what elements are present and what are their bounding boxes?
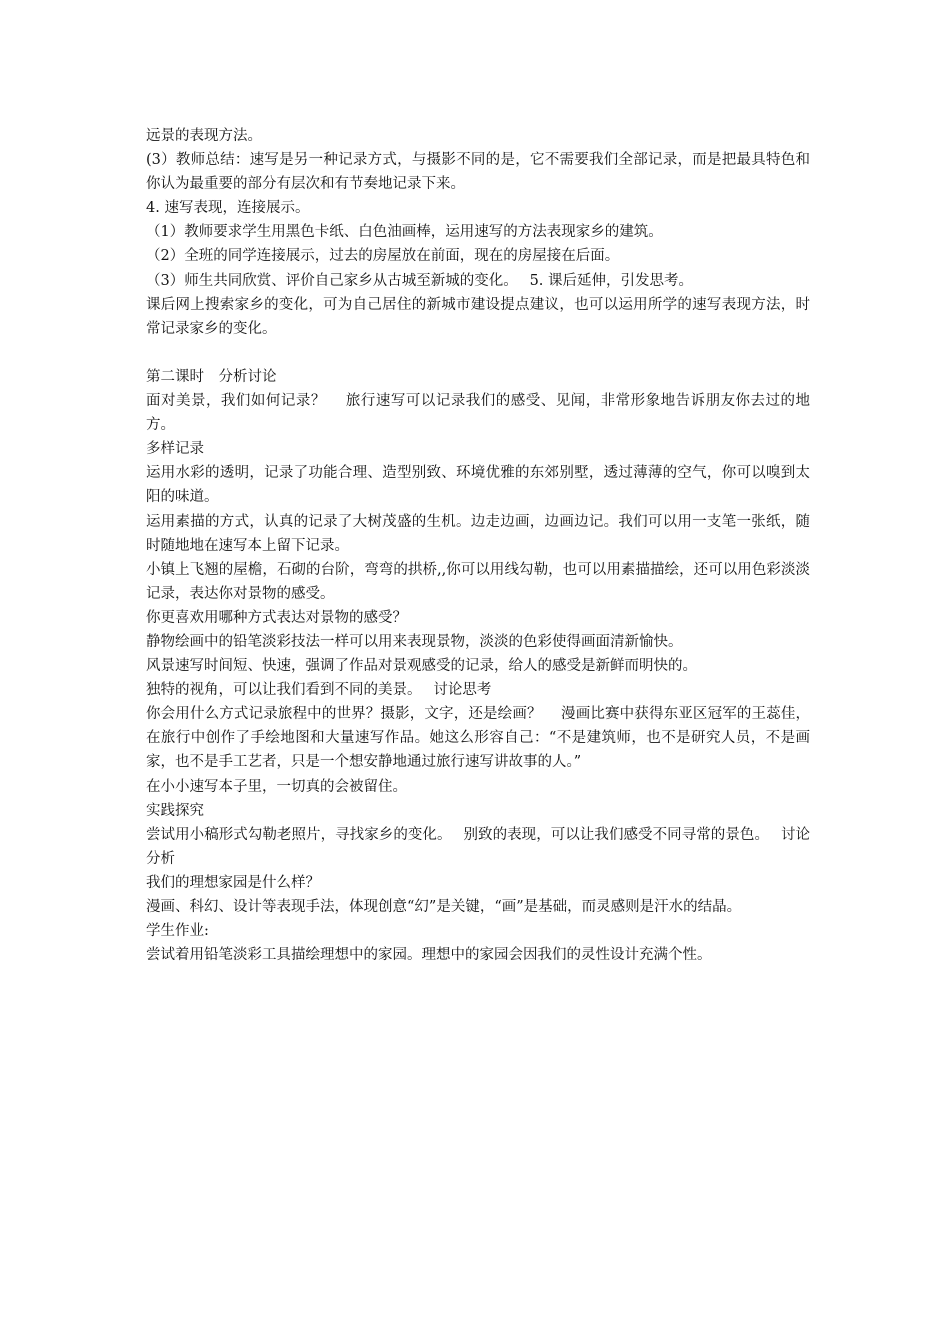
paragraph: 漫画、科幻、设计等表现手法，体现创意“幻”是关键，“画”是基础，而灵感则是汗水的结晶。 xyxy=(146,899,742,915)
paragraph: 小镇上飞翘的屋檐，石砌的台阶，弯弯的拱桥,,你可以用线勾勒，也可以用素描描绘，还可以用色彩淡淡记录，表达你对景物的感受。 xyxy=(146,561,810,602)
paragraph: 面对美景，我们如何记录？ 旅行速写可以记录我们的感受、见闻，非常形象地告诉朋友你去过的地方。 xyxy=(146,393,810,434)
paragraph: 静物绘画中的铅笔淡彩技法一样可以用来表现景物，淡淡的色彩使得画面清新愉快。 xyxy=(146,633,683,650)
paragraph: 运用素描的方式，认真的记录了大树茂盛的生机。边走边画，边画边记。我们可以用一支笔一张纸，随时随地地在速写本上留下记录。 xyxy=(146,513,810,554)
document-body xyxy=(146,124,810,967)
paragraph: 课后网上搜索家乡的变化，可为自己居住的新城市建设提点建议，也可以运用所学的速写表现方法，时常记录家乡的变化。 xyxy=(146,296,810,337)
paragraph: 4. 速写表现，连接展示。 xyxy=(146,200,310,217)
paragraph: （2）全班的同学连接展示，过去的房屋放在前面，现在的房屋接在后面。 xyxy=(146,248,620,265)
paragraph: 尝试用小稿形式勾勒老照片，寻找家乡的变化。 别致的表现，可以让我们感受不同寻常的景色。 讨论分析 xyxy=(146,826,810,867)
subheading: 学生作业: xyxy=(146,923,209,940)
subheading: 多样记录 xyxy=(146,441,204,458)
paragraph: 你更喜欢用哪种方式表达对景物的感受？ xyxy=(146,609,407,626)
paragraph: 在小小速写本子里，一切真的会被留住。 xyxy=(146,778,407,795)
section-heading: 第二课时 分析讨论 xyxy=(146,368,277,385)
paragraph: 我们的理想家园是什么样？ xyxy=(146,874,320,891)
paragraph: 远景的表现方法。 xyxy=(146,128,262,144)
paragraph: （1）教师要求学生用黑色卡纸、白色油画棒，运用速写的方法表现家乡的建筑。 xyxy=(146,224,663,241)
blank-line xyxy=(146,341,810,365)
paragraph: （3）师生共同欣赏、评价自己家乡从古城至新城的变化。 5. 课后延伸，引发思考。 xyxy=(146,272,694,289)
paragraph: 尝试着用铅笔淡彩工具描绘理想中的家园。理想中的家园会因我们的灵性设计充满个性。 xyxy=(146,947,712,964)
subheading: 实践探究 xyxy=(146,802,204,819)
paragraph: 你会用什么方式记录旅程中的世界？摄影，文字，还是绘画？ 漫画比赛中获得东亚区冠军的王蕊佳，在旅行中创作了手绘地图和大量速写作品。她这么形容自己：“不是建筑师，也不是研究人员，不是画家，也不是手工艺者，只是一个想安静地通过旅行速写讲故事的人。” xyxy=(146,706,810,771)
paragraph: 风景速写时间短、快速，强调了作品对景观感受的记录，给人的感受是新鲜而明快的。 xyxy=(146,658,697,675)
paragraph: 运用水彩的透明，记录了功能合理、造型别致、环境优雅的东郊别墅，透过薄薄的空气，你可以嗅到太阳的味道。 xyxy=(146,465,810,506)
paragraph: 独特的视角，可以让我们看到不同的美景。 讨论思考 xyxy=(146,682,492,699)
paragraph: (3）教师总结：速写是另一种记录方式，与摄影不同的是，它不需要我们全部记录，而是把最具特色和你认为最重要的部分有层次和有节奏地记录下来。 xyxy=(146,152,810,193)
